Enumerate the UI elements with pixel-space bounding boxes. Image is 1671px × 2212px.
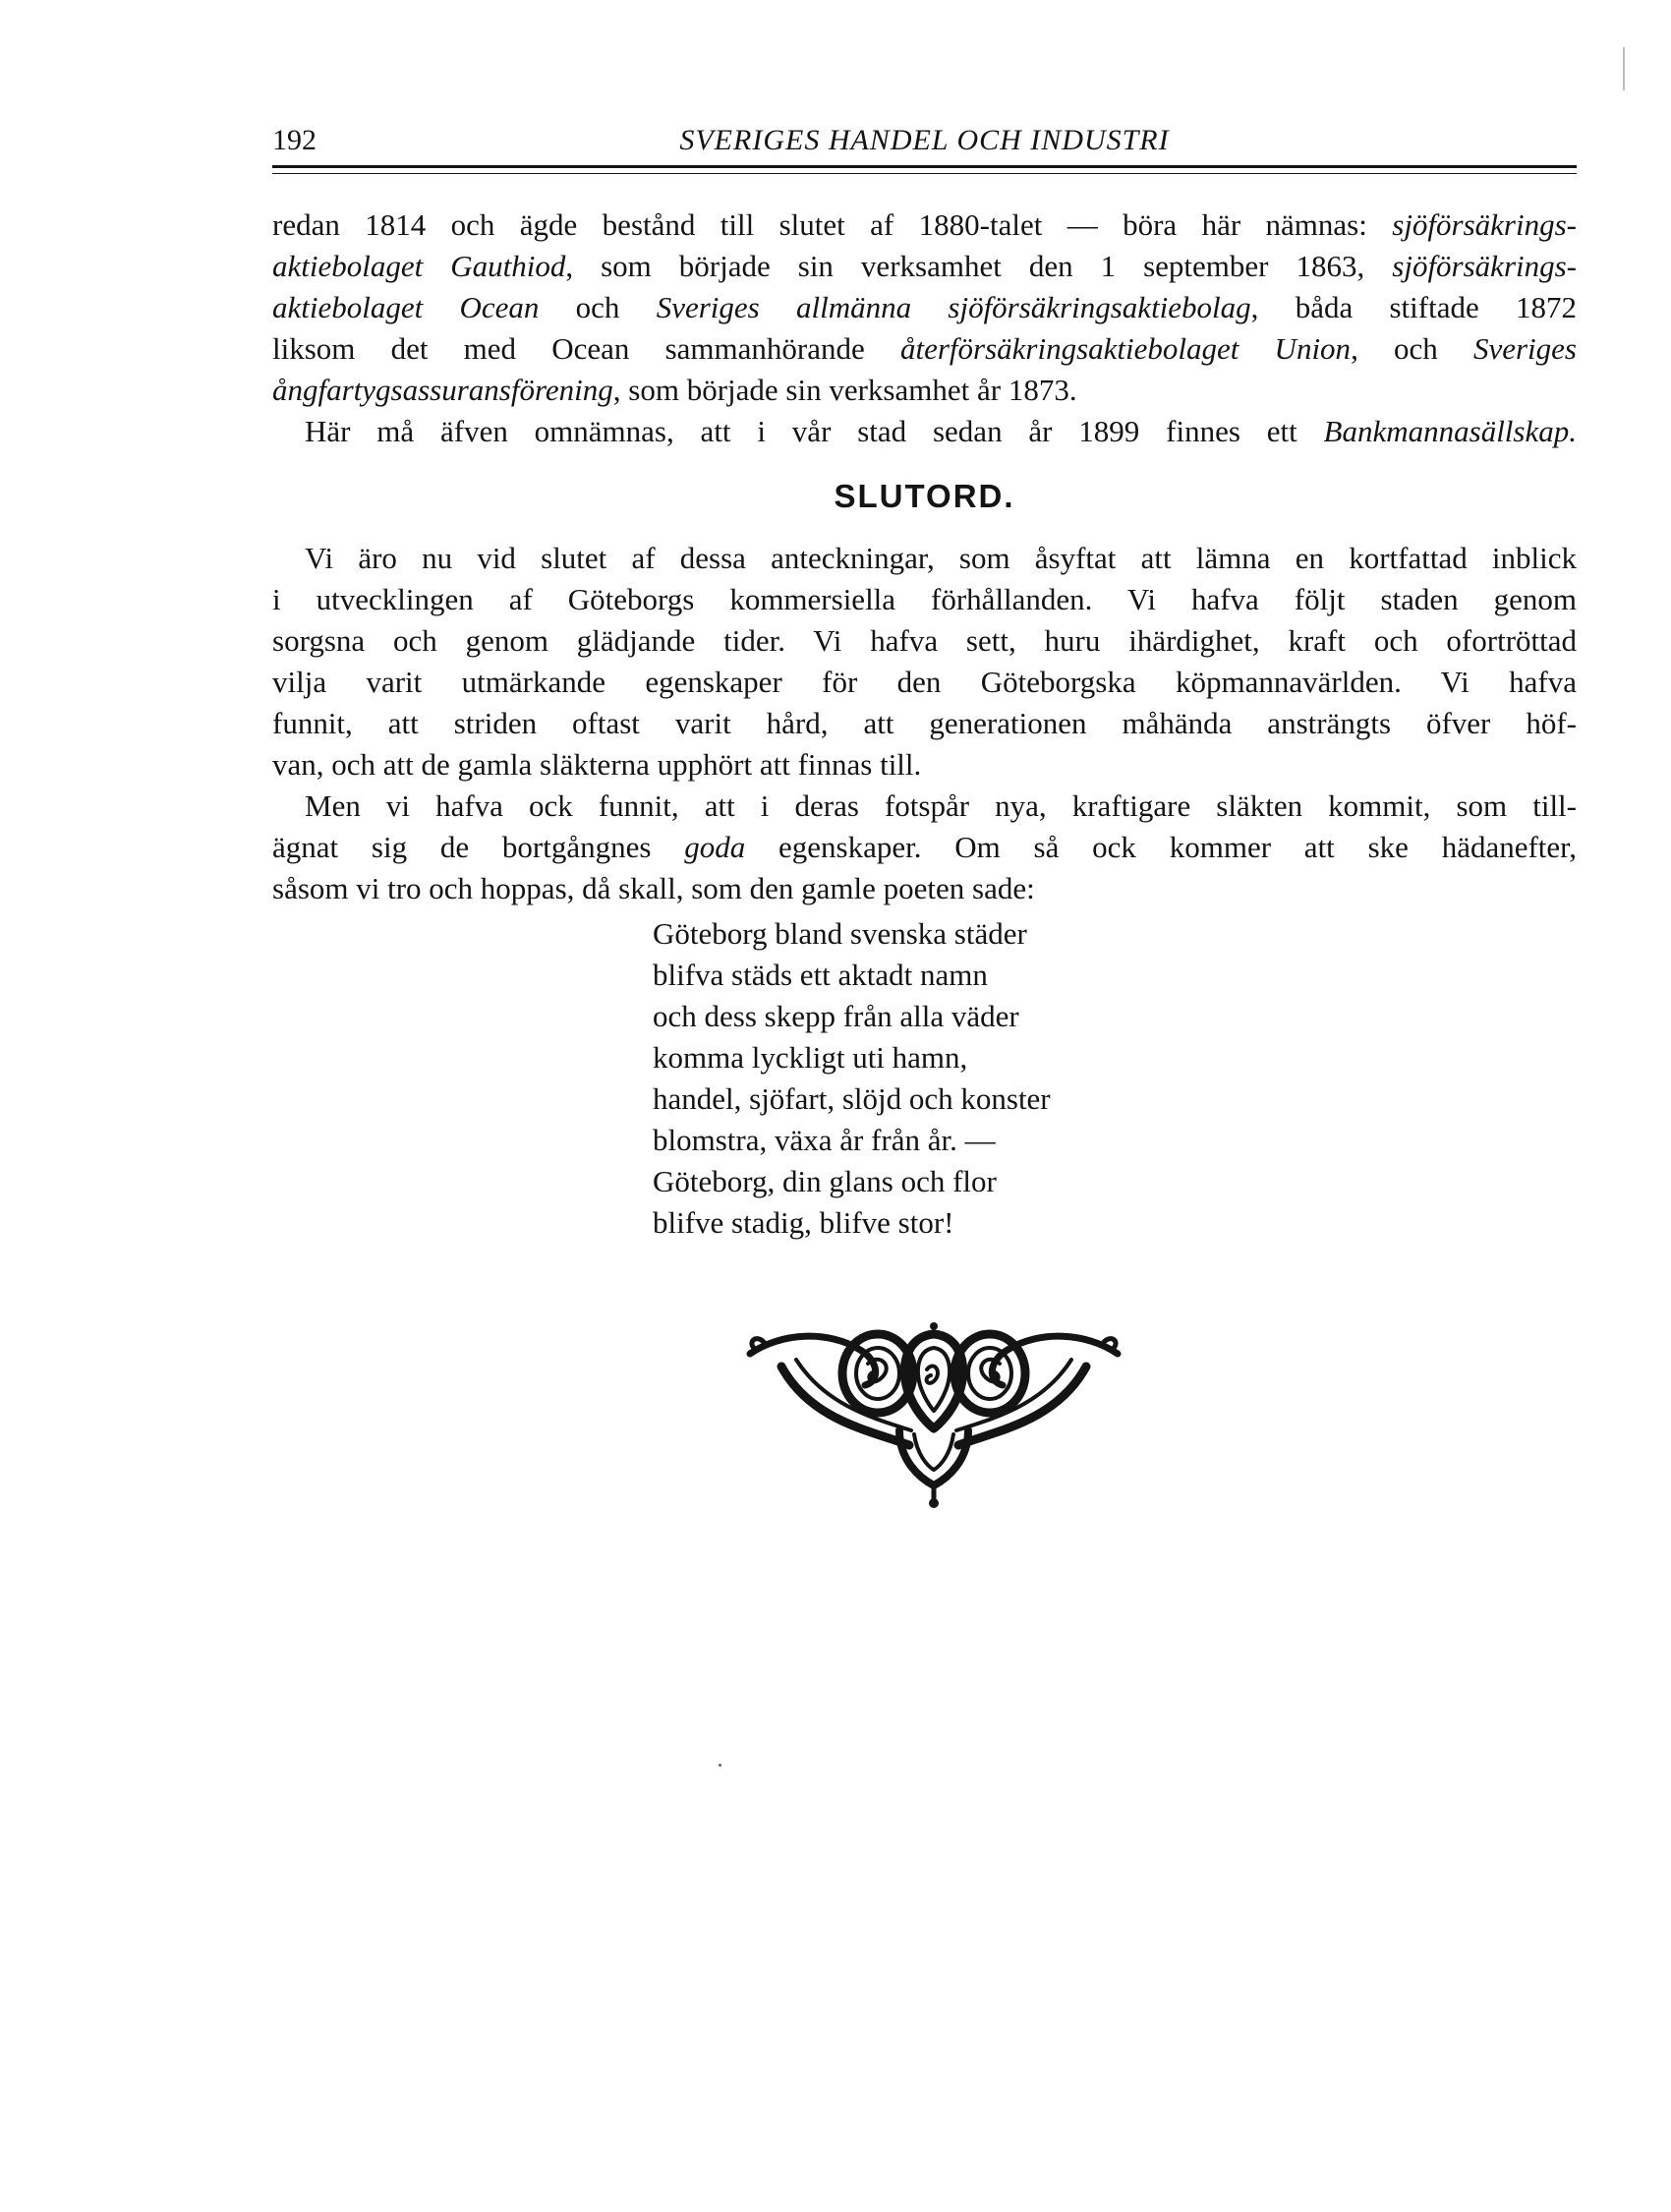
text-line: aktiebolaget Gauthiod, som började sin verksamhet den 1 september 1863, sjöförsäkrings- bbox=[272, 249, 1578, 283]
poem-line: blifva städs ett aktadt namn bbox=[653, 958, 988, 992]
text-line: ägnat sig de bortgångnes goda egenskaper. Om så ock kommer att ske hädanefter, bbox=[272, 830, 1577, 864]
text-line: aktiebolaget Ocean och Sveriges allmänna sjöförsäkringsaktiebolag, båda stiftade 1872 bbox=[272, 290, 1577, 324]
running-header bbox=[272, 124, 1577, 163]
text-line: sorgsna och genom glädjande tider. Vi hafva sett, huru ihärdighet, kraft och ofortröttad bbox=[272, 623, 1577, 658]
page-number: 192 bbox=[272, 124, 317, 156]
poem-line: handel, sjöfart, slöjd och konster bbox=[653, 1081, 1051, 1116]
text-line: Men vi hafva ock funnit, att i deras fotspår nya, kraftigare släkten kommit, som till- bbox=[305, 788, 1577, 823]
section-heading: SLUTORD. bbox=[834, 478, 1015, 514]
poem-line: blomstra, växa år från år. — bbox=[653, 1123, 996, 1157]
text-line: i utvecklingen af Göteborgs kommersiella förhållanden. Vi hafva följt staden genom bbox=[272, 582, 1577, 616]
insurance-paragraph bbox=[272, 204, 1577, 452]
text-line: liksom det med Ocean sammanhörande återförsäkringsaktiebolaget Union, och Sveriges bbox=[272, 331, 1577, 366]
scan-edge-mark bbox=[1623, 47, 1625, 90]
running-title: SVERIGES HANDEL OCH INDUSTRI bbox=[679, 124, 1170, 156]
header-rule-thick bbox=[272, 165, 1577, 168]
bank-society-line: Här må äfven omnämnas, att i vår stad sedan år 1899 finnes ett Bankmannasällskap. bbox=[305, 414, 1577, 448]
text-line: van, och att de gamla släkterna upphört att finnas till. bbox=[272, 747, 922, 782]
conclusion-text bbox=[272, 538, 1577, 909]
poem-line: Göteborg bland svenska städer bbox=[653, 916, 1027, 951]
text-line: såsom vi tro och hoppas, då skall, som den gamle poeten sade: bbox=[272, 871, 1035, 905]
header-rule-thin bbox=[272, 173, 1577, 174]
poem-line: komma lyckligt uti hamn, bbox=[653, 1040, 968, 1075]
poem bbox=[653, 913, 1242, 1244]
scan-speck bbox=[719, 1764, 721, 1767]
text-line: funnit, att striden oftast varit hård, att generationen måhända ansträngts öfver höf- bbox=[272, 706, 1577, 740]
poem-line: blifve stadig, blifve stor! bbox=[653, 1205, 954, 1240]
poem-line: Göteborg, din glans och flor bbox=[653, 1164, 997, 1198]
floral-ornament-icon bbox=[742, 1312, 1125, 1509]
text-line: Vi äro nu vid slutet af dessa anteckningar, som åsyftat att lämna en kortfattad inblick bbox=[305, 541, 1577, 575]
text-line: vilja varit utmärkande egenskaper för den Göteborgska köpmannavärlden. Vi hafva bbox=[272, 665, 1577, 699]
text-line: ångfartygsassuransförening, som började sin verksamhet år 1873. bbox=[272, 373, 1077, 407]
text-line: redan 1814 och ägde bestånd till slutet af 1880-talet — böra här nämnas: sjöförsäkrings- bbox=[272, 207, 1577, 242]
poem-line: och dess skepp från alla väder bbox=[653, 999, 1019, 1033]
